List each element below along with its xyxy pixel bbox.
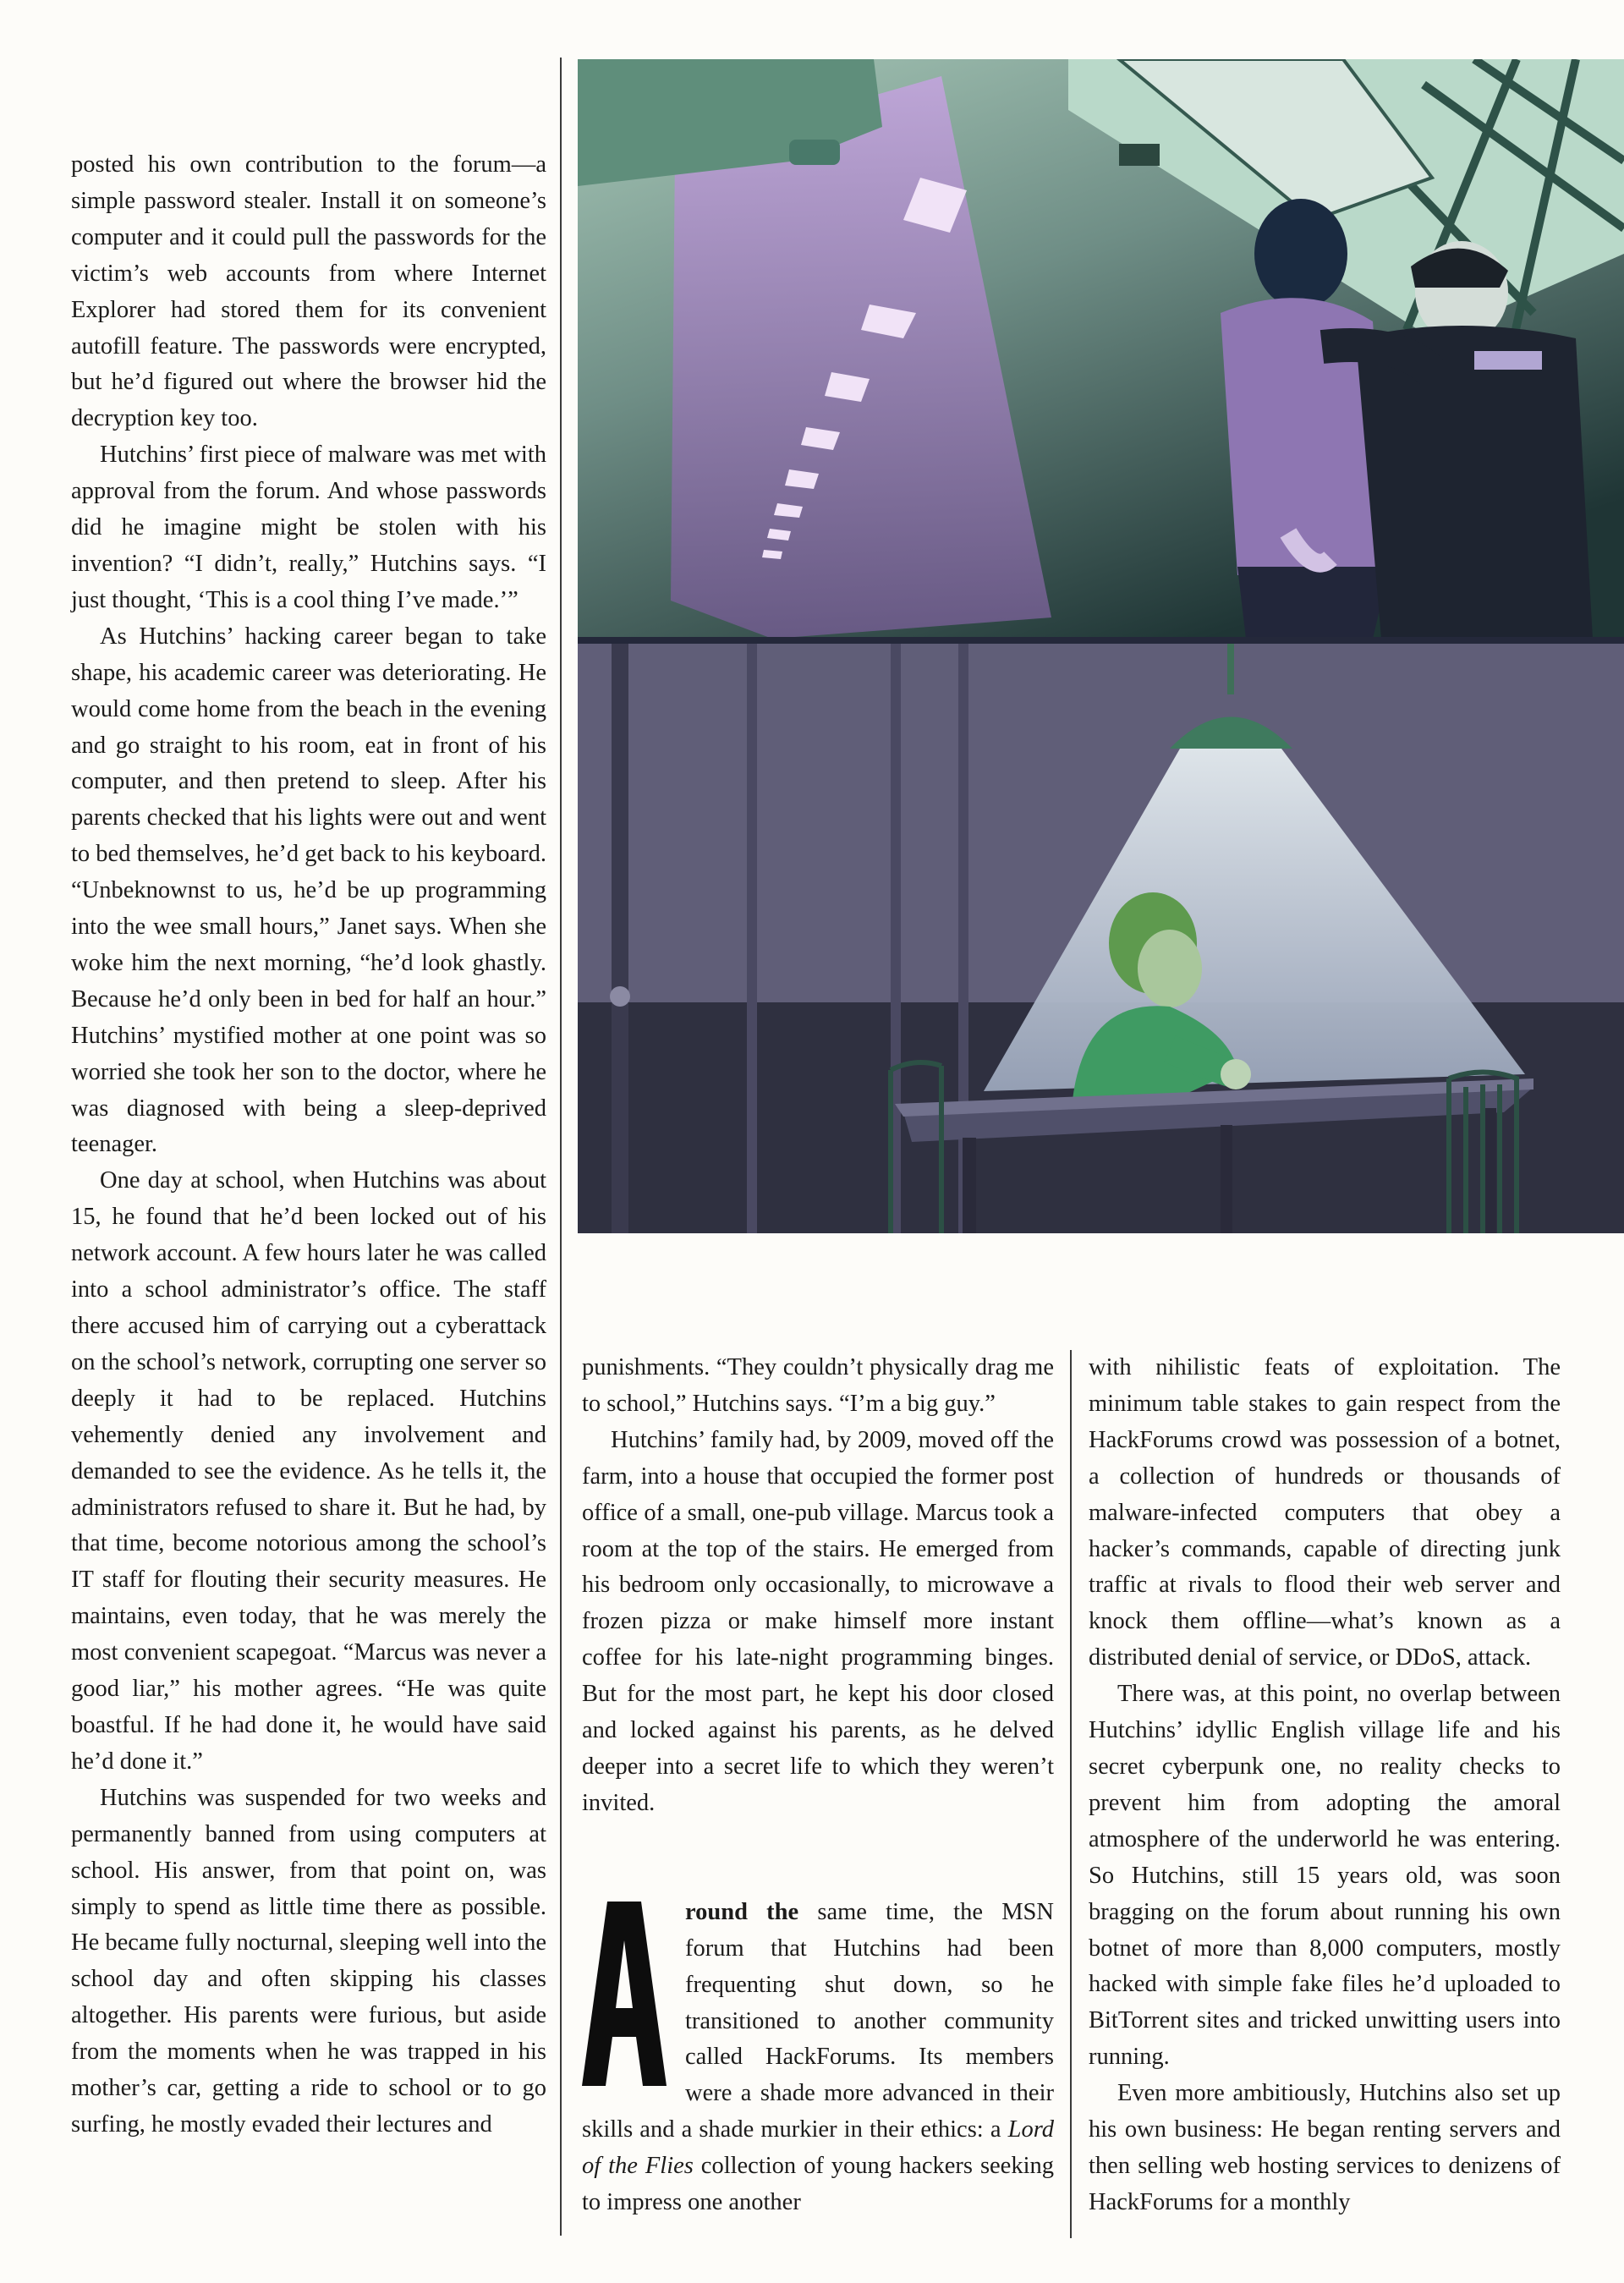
section-lead-in: round the <box>685 1898 799 1925</box>
paragraph: As Hutchins’ hacking career began to take shape, his academic career was deteriorating. He would come home from the beach in the evening and go straight to his room, eat in front of his computer, and then pretend to sleep. After his parents checked that his lights were out and went to bed themselves, he’d get back to his keyboard. “Unbeknownst to us, he’d be up programming into the wee small hours,” Janet says. When she woke him the next morning, “he’d look ghastly. Because he’d only been in bed for half an hour.” Hutchins’ mystified mother at one point was so worried she took her son to the doctor, where he was diagnosed with being a sleep-deprived teenager. <box>71 623 546 1158</box>
paragraph: One day at school, when Hutchins was about 15, he found that he’d been locked out of his network account. A few hours later he was called into a school administrator’s office. The staff there accused him of carrying out a cyberattack on the school’s network, corrupting one server so deeply it had to be replaced. Hutchins vehemently denied any involvement and demanded to see the evidence. As he tells it, the administrators refused to share it. But he had, by that time, become notorious among the school’s IT staff for flouting their security measures. He maintains, even today, that he was merely the most convenient scapegoat. “Marcus was never a good liar,” his mother agrees. “He was quite boastful. If he had done it, he would have said he’d done it.” <box>71 1167 546 1775</box>
paragraph: Hutchins was suspended for two weeks and permanently banned from using computers at school. His answer, from that point on, was simply to spend as little time there as possible. He became fully nocturnal, sleeping well into the school day and often skipping his classes altogether. His parents were furious, but aside from the moments when he was trapped in his mother’s car, getting a ride to school or to go surfing, he mostly evaded their lectures and <box>71 1784 546 2138</box>
column-rule-2 <box>1070 1350 1072 2238</box>
drop-cap-glyph <box>582 1902 667 2086</box>
book-title: Lord of the Flies <box>582 2116 1054 2180</box>
drop-cap-letter: A <box>624 2001 626 2004</box>
illustration <box>578 59 1624 1233</box>
paragraph: posted his own contribution to the forum—a simple password stealer. Install it on someone’s computer and it could pull the passwords for the victim’s web accounts from where Internet Explorer had stored them for its convenient autofill feature. The passwords were encrypted, but he’d figured out where the browser hid the decryption key too. <box>71 151 546 432</box>
article-column-1 <box>71 147 546 2143</box>
article-column-2 <box>582 1350 1054 2221</box>
drop-cap <box>582 1902 667 2086</box>
section-text: same time, the MSN forum that Hutchins had been frequenting shut down, so he transitioned to another community called HackForums. Its members were a shade more advanced in their skills and a shade murkier in their ethics: a <box>582 1898 1054 2143</box>
section-opening-paragraph <box>582 1895 1054 2221</box>
paragraph: Hutchins’ family had, by 2009, moved off the farm, into a house that occupied the former post office of a small, one-pub village. Marcus took a room at the top of the stairs. He emerged from his bedroom only occasionally, to microwave a frozen pizza or make himself more instant coffee for his late-night programming binges. But for the most part, he kept his door closed and locked against his parents, as he delved deeper into a secret life to which they weren’t invited. <box>582 1426 1054 1816</box>
column-rule-1 <box>560 58 562 2236</box>
paragraph: punishments. “They couldn’t physically drag me to school,” Hutchins says. “I’m a big guy.” <box>582 1354 1054 1417</box>
paragraph: Hutchins’ first piece of malware was met with approval from the forum. And whose passwords did he imagine might be stolen with his invention? “I didn’t, really,” Hutchins says. “I just thought, ‘This is a cool thing I’ve made.’” <box>71 442 546 613</box>
section-break <box>582 1822 1054 1895</box>
paragraph: Even more ambitiously, Hutchins also set up his own business: He began renting servers and then selling web hosting services to denizens of HackForums for a monthly <box>1089 2080 1561 2215</box>
paragraph: with nihilistic feats of exploitation. The minimum table stakes to gain respect from the HackForums crowd was possession of a botnet, a collection of hundreds or thousands of malware-infected computers that obey a hacker’s commands, capable of directing junk traffic at rivals to flood their web server and knock them offline—what’s known as a distributed denial of service, or DDoS, attack. <box>1089 1354 1561 1671</box>
article-column-3 <box>1089 1350 1561 2221</box>
paragraph: There was, at this point, no overlap between Hutchins’ idyllic English village life and his secret cyberpunk one, no reality checks to prevent him from adopting the amoral atmosphere of the underworld he was entering. So Hutchins, still 15 years old, was soon bragging on the forum about running his own botnet of more than 8,000 computers, mostly hacked with simple fake files he’d uploaded to BitTorrent sites and tricked unwitting users into running. <box>1089 1681 1561 2071</box>
section-text-end: collection of young hackers seeking to impress one another <box>582 2153 1054 2216</box>
illustration-art <box>578 59 1624 1233</box>
